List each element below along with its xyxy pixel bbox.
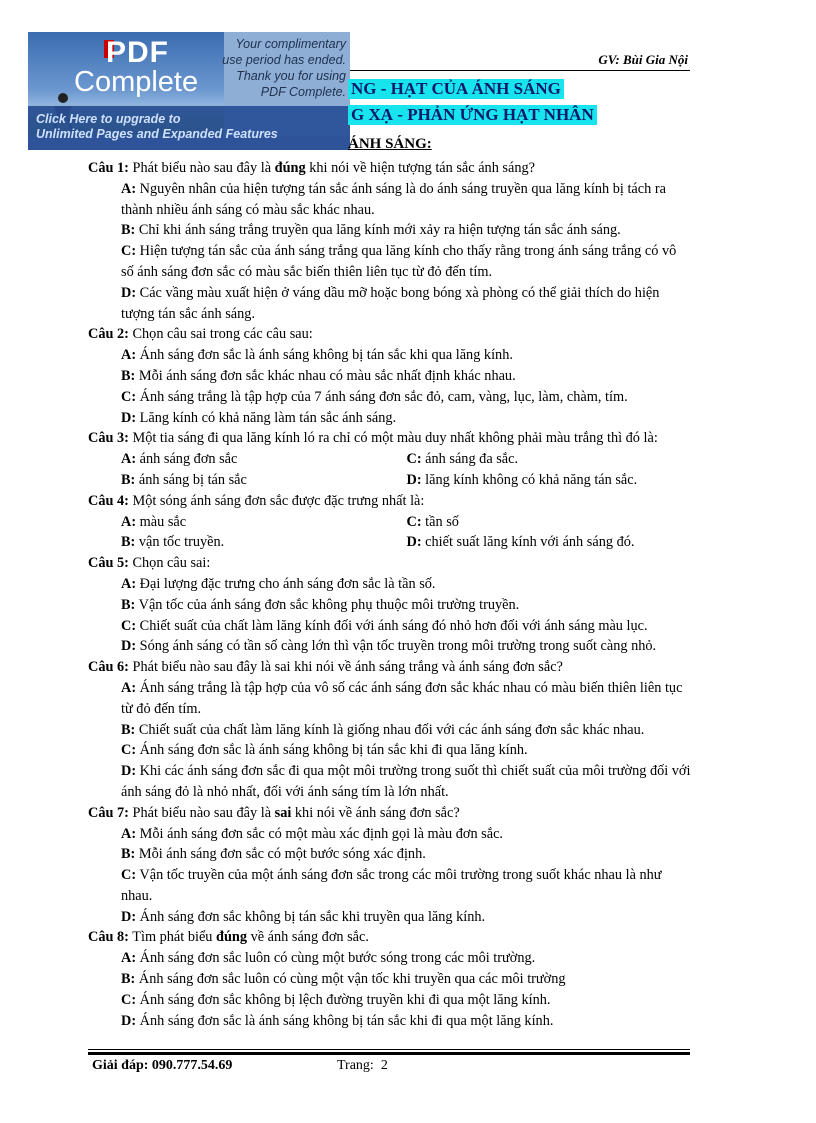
option-key: D: bbox=[406, 471, 422, 488]
answer-option bbox=[121, 761, 692, 803]
page-number bbox=[337, 1058, 388, 1074]
answer-option bbox=[407, 532, 693, 553]
footer-contact: Giải đáp: 090.777.54.69 bbox=[92, 1058, 233, 1073]
option-text: Ánh sáng đơn sắc không bị tán sắc khi truyền qua lăng kính. bbox=[136, 908, 486, 925]
question-text: Tìm phát biểu bbox=[128, 929, 217, 946]
option-key: D: bbox=[121, 1012, 137, 1029]
pdf-complete-banner[interactable] bbox=[28, 32, 350, 150]
question-text-tail: khi nói về hiện tượng tán sắc ánh sáng? bbox=[305, 160, 535, 176]
question-text: Một tia sáng đi qua lăng kính ló ra chỉ có một màu duy nhất không phải màu trắng thì đó là: bbox=[128, 430, 658, 447]
upgrade-link-line1[interactable]: Click Here to upgrade to bbox=[36, 112, 181, 126]
option-key: B: bbox=[121, 534, 136, 551]
footer-divider-thick bbox=[88, 1052, 690, 1055]
option-text: Mỗi ánh sáng đơn sắc có một bước sóng xác định. bbox=[135, 846, 426, 863]
question-text: Phát biểu nào sau đây là sai khi nói về ánh sáng trắng và ánh sáng đơn sắc? bbox=[128, 659, 563, 676]
question-emphasis: sai bbox=[274, 804, 292, 821]
footer-divider bbox=[88, 1049, 690, 1050]
question-stem bbox=[88, 803, 692, 824]
option-text: Sóng ánh sáng có tần số càng lớn thì vận tốc truyền trong môi trường trong suốt càng nhỏ. bbox=[136, 638, 657, 655]
answer-option-row bbox=[121, 470, 692, 491]
option-key: B: bbox=[121, 367, 136, 384]
chapter-title-line1: NG - HẠT CỦA ÁNH SÁNG bbox=[348, 79, 564, 99]
answer-option bbox=[121, 865, 692, 907]
option-key: A: bbox=[121, 347, 137, 364]
answer-option bbox=[121, 512, 407, 533]
option-text: Các vầng màu xuất hiện ở váng dầu mỡ hoặc bong bóng xà phòng có thể giải thích do hiện tượng tán sắc ánh sáng. bbox=[121, 284, 660, 322]
question-text: Phát biểu nào sau đây là bbox=[128, 160, 275, 176]
question-text-tail: khi nói về ánh sáng đơn sắc? bbox=[291, 804, 460, 821]
option-text: Vận tốc truyền của một ánh sáng đơn sắc trong các môi trường trong suốt khác nhau là như nhau. bbox=[121, 867, 662, 904]
option-key: C: bbox=[121, 388, 137, 405]
option-key: B: bbox=[121, 721, 136, 738]
option-key: A: bbox=[121, 451, 137, 468]
answer-option bbox=[121, 366, 692, 387]
question-number: Câu 1: bbox=[88, 160, 129, 176]
option-key: D: bbox=[121, 763, 137, 780]
answer-option bbox=[121, 595, 692, 616]
question-text: Phát biểu nào sau đây là bbox=[128, 804, 275, 821]
answer-option bbox=[121, 720, 692, 741]
option-text: Ánh sáng đơn sắc luôn có cùng một vận tốc khi truyền qua các môi trường bbox=[135, 971, 566, 988]
question-stem bbox=[88, 927, 692, 948]
page-label: Trang: bbox=[337, 1058, 374, 1073]
option-key: A: bbox=[121, 825, 137, 842]
option-text: Ánh sáng đơn sắc là ánh sáng không bị tán sắc khi đi qua một lăng kính. bbox=[136, 1012, 554, 1029]
option-text: Khi các ánh sáng đơn sắc đi qua một môi trường trong suốt thì chiết suất của môi trường đối với ánh sáng đỏ là nhỏ nhất, đối với ánh sáng tím là lớn nhất. bbox=[121, 763, 691, 800]
answer-option bbox=[121, 844, 692, 865]
question-number: Câu 6: bbox=[88, 659, 129, 676]
option-text: Ánh sáng trắng là tập hợp của 7 ánh sáng đơn sắc đỏ, cam, vàng, lục, làm, chàm, tím. bbox=[136, 388, 628, 405]
question-number: Câu 5: bbox=[88, 555, 129, 572]
answer-option bbox=[121, 179, 692, 221]
logo-complete-text: Complete bbox=[74, 66, 199, 98]
answer-option bbox=[121, 990, 692, 1011]
answer-option bbox=[121, 969, 692, 990]
question-number: Câu 7: bbox=[88, 804, 129, 821]
option-key: D: bbox=[406, 534, 422, 551]
answer-option bbox=[121, 408, 692, 429]
answer-option bbox=[121, 616, 692, 637]
question-emphasis: đúng bbox=[216, 929, 248, 946]
question-number: Câu 2: bbox=[88, 326, 129, 343]
option-text: Nguyên nhân của hiện tượng tán sắc ánh sáng là do ánh sáng truyền qua lăng kính bị tách ra thành nhiều ánh sáng có màu sắc khác nhau. bbox=[121, 180, 666, 218]
question-stem bbox=[88, 657, 692, 678]
question-number: Câu 8: bbox=[88, 929, 129, 946]
option-key: A: bbox=[121, 679, 137, 696]
answer-option bbox=[121, 948, 692, 969]
question-stem bbox=[88, 491, 692, 512]
option-key: D: bbox=[121, 284, 137, 301]
question-number: Câu 3: bbox=[88, 430, 129, 447]
answer-option bbox=[121, 907, 692, 928]
option-key: C: bbox=[406, 513, 422, 530]
answer-option bbox=[121, 220, 692, 241]
question-list bbox=[88, 158, 692, 1031]
chapter-title-line2: G XẠ - PHẢN ỨNG HẠT NHÂN bbox=[348, 105, 597, 125]
option-text: Ánh sáng đơn sắc luôn có cùng một bước sóng trong các môi trường. bbox=[136, 950, 536, 967]
answer-option bbox=[121, 470, 407, 491]
question-text: Một sóng ánh sáng đơn sắc được đặc trưng nhất là: bbox=[128, 492, 425, 509]
option-key: B: bbox=[121, 846, 136, 863]
question-stem bbox=[88, 158, 692, 179]
answer-option bbox=[121, 345, 692, 366]
option-text: ánh sáng đơn sắc bbox=[136, 451, 238, 468]
answer-option bbox=[121, 678, 692, 720]
answer-option bbox=[121, 449, 407, 470]
answer-option bbox=[121, 636, 692, 657]
option-text: lăng kính không có khả năng tán sắc. bbox=[421, 471, 638, 488]
answer-option bbox=[121, 740, 692, 761]
option-key: C: bbox=[121, 243, 137, 260]
answer-option bbox=[407, 512, 693, 533]
upgrade-link[interactable] bbox=[28, 106, 350, 150]
author: GV: Bùi Gia Nội bbox=[598, 52, 688, 67]
option-text: Lăng kính có khả năng làm tán sắc ánh sáng. bbox=[136, 409, 397, 426]
option-text: Ánh sáng đơn sắc là ánh sáng không bị tán sắc khi đi qua lăng kính. bbox=[136, 742, 528, 759]
answer-option bbox=[407, 449, 693, 470]
option-key: D: bbox=[121, 409, 137, 426]
option-key: C: bbox=[121, 991, 137, 1008]
option-text: Chiết suất của chất làm lăng kính là giống nhau đối với các ánh sáng đơn sắc khác nhau. bbox=[135, 721, 645, 738]
question-number: Câu 4: bbox=[88, 492, 129, 509]
answer-option-row bbox=[121, 449, 692, 470]
option-key: B: bbox=[121, 596, 136, 613]
option-text: tần số bbox=[421, 513, 459, 530]
page-value: 2 bbox=[380, 1058, 388, 1073]
answer-option bbox=[121, 387, 692, 408]
answer-option-row bbox=[121, 532, 692, 553]
option-text: Đại lượng đặc trưng cho ánh sáng đơn sắc là tần số. bbox=[136, 575, 436, 592]
logo-pdf-text: PDF bbox=[106, 36, 169, 69]
option-key: A: bbox=[121, 180, 137, 197]
option-text: ánh sáng bị tán sắc bbox=[135, 471, 247, 488]
option-text: Chiết suất của chất làm lăng kính đối với ánh sáng đó nhỏ hơn đối với ánh sáng màu lục. bbox=[136, 617, 648, 634]
option-text: Mỗi ánh sáng đơn sắc khác nhau có màu sắc nhất định khác nhau. bbox=[135, 367, 516, 384]
option-key: C: bbox=[121, 867, 137, 884]
header-divider bbox=[350, 70, 690, 71]
option-text: Chỉ khi ánh sáng trắng truyền qua lăng kính mới xảy ra hiện tượng tán sắc ánh sáng. bbox=[135, 222, 621, 239]
option-key: C: bbox=[406, 451, 422, 468]
answer-option bbox=[121, 824, 692, 845]
option-text: chiết suất lăng kính với ánh sáng đó. bbox=[421, 534, 635, 551]
option-text: Ánh sáng trắng là tập hợp của vô số các ánh sáng đơn sắc khác nhau có màu biến thiên liên tục từ đỏ đến tím. bbox=[121, 679, 683, 717]
answer-option bbox=[121, 532, 407, 553]
question-stem bbox=[88, 324, 692, 345]
option-key: C: bbox=[121, 617, 137, 634]
banner-message: Your complimentary use period has ended. Thank you for using PDF Complete. bbox=[222, 37, 346, 99]
answer-option bbox=[121, 241, 692, 283]
section-heading: ÁNH SÁNG: bbox=[348, 136, 432, 152]
answer-option bbox=[121, 1011, 692, 1032]
answer-option bbox=[121, 283, 692, 325]
question-text: Chọn câu sai: bbox=[128, 555, 211, 572]
question-text-tail: về ánh sáng đơn sắc. bbox=[247, 929, 369, 946]
option-key: B: bbox=[121, 222, 136, 239]
option-key: A: bbox=[121, 513, 137, 530]
option-key: D: bbox=[121, 638, 137, 655]
option-text: Vận tốc của ánh sáng đơn sắc không phụ thuộc môi trường truyền. bbox=[135, 596, 520, 613]
question-stem bbox=[88, 553, 692, 574]
option-text: Mỗi ánh sáng đơn sắc có một màu xác định gọi là màu đơn sắc. bbox=[136, 825, 503, 842]
option-text: Hiện tượng tán sắc của ánh sáng trắng qua lăng kính cho thấy rằng trong ánh sáng trắng có vô số ánh sáng đơn sắc có màu sắc biến thiên liên tục từ đỏ đến tím. bbox=[121, 243, 677, 280]
option-text: ánh sáng đa sắc. bbox=[421, 451, 519, 468]
option-text: vận tốc truyền. bbox=[135, 534, 225, 551]
option-key: B: bbox=[121, 971, 136, 988]
upgrade-link-line2[interactable]: Unlimited Pages and Expanded Features bbox=[36, 127, 278, 141]
question-text: Chọn câu sai trong các câu sau: bbox=[128, 326, 313, 343]
question-stem bbox=[88, 428, 692, 449]
answer-option bbox=[407, 470, 693, 491]
option-text: Ánh sáng đơn sắc không bị lệch đường truyền khi đi qua một lăng kính. bbox=[136, 991, 551, 1008]
answer-option bbox=[121, 574, 692, 595]
answer-option-row bbox=[121, 512, 692, 533]
option-key: C: bbox=[121, 742, 137, 759]
option-key: D: bbox=[121, 908, 137, 925]
option-key: B: bbox=[121, 471, 136, 488]
option-key: A: bbox=[121, 575, 137, 592]
question-emphasis: đúng bbox=[274, 160, 306, 176]
option-key: A: bbox=[121, 950, 137, 967]
option-text: màu sắc bbox=[136, 513, 187, 530]
option-text: Ánh sáng đơn sắc là ánh sáng không bị tán sắc khi qua lăng kính. bbox=[136, 347, 513, 364]
